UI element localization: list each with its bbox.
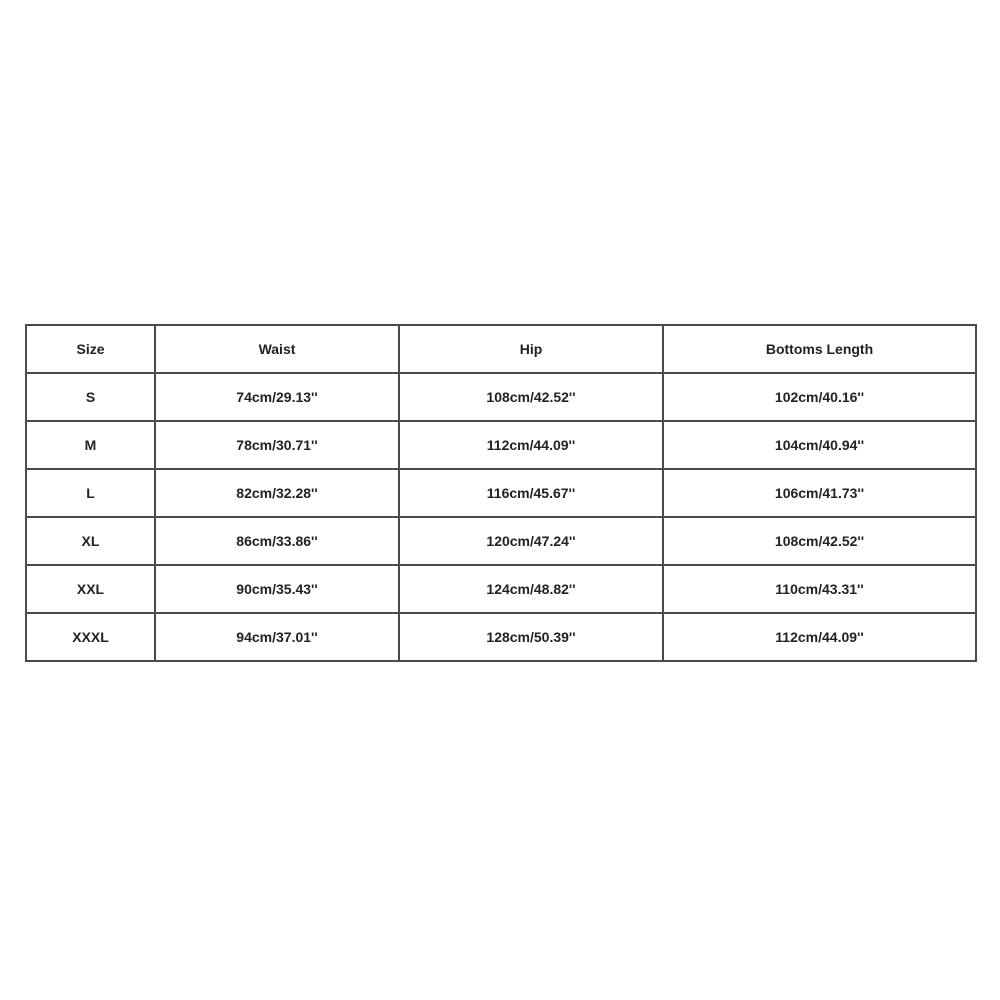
hip-cell: 116cm/45.67'' bbox=[399, 469, 663, 517]
header-bottoms-length: Bottoms Length bbox=[663, 325, 976, 373]
waist-cell: 86cm/33.86'' bbox=[155, 517, 399, 565]
table-row bbox=[26, 469, 976, 517]
waist-cell: 90cm/35.43'' bbox=[155, 565, 399, 613]
header-size: Size bbox=[26, 325, 155, 373]
waist-cell: 78cm/30.71'' bbox=[155, 421, 399, 469]
bottoms-length-cell: 112cm/44.09'' bbox=[663, 613, 976, 661]
waist-cell: 94cm/37.01'' bbox=[155, 613, 399, 661]
hip-cell: 108cm/42.52'' bbox=[399, 373, 663, 421]
size-cell: S bbox=[26, 373, 155, 421]
bottoms-length-cell: 108cm/42.52'' bbox=[663, 517, 976, 565]
hip-cell: 124cm/48.82'' bbox=[399, 565, 663, 613]
size-cell: XXL bbox=[26, 565, 155, 613]
size-cell: XL bbox=[26, 517, 155, 565]
header-hip: Hip bbox=[399, 325, 663, 373]
size-cell: M bbox=[26, 421, 155, 469]
table-row bbox=[26, 613, 976, 661]
hip-cell: 128cm/50.39'' bbox=[399, 613, 663, 661]
waist-cell: 74cm/29.13'' bbox=[155, 373, 399, 421]
bottoms-length-cell: 102cm/40.16'' bbox=[663, 373, 976, 421]
size-cell: XXXL bbox=[26, 613, 155, 661]
hip-cell: 120cm/47.24'' bbox=[399, 517, 663, 565]
bottoms-length-cell: 104cm/40.94'' bbox=[663, 421, 976, 469]
size-cell: L bbox=[26, 469, 155, 517]
table-row bbox=[26, 373, 976, 421]
bottoms-length-cell: 110cm/43.31'' bbox=[663, 565, 976, 613]
header-row bbox=[26, 325, 976, 373]
table-row bbox=[26, 421, 976, 469]
header-waist: Waist bbox=[155, 325, 399, 373]
hip-cell: 112cm/44.09'' bbox=[399, 421, 663, 469]
table-row bbox=[26, 517, 976, 565]
waist-cell: 82cm/32.28'' bbox=[155, 469, 399, 517]
table-row bbox=[26, 565, 976, 613]
bottoms-length-cell: 106cm/41.73'' bbox=[663, 469, 976, 517]
size-chart-table bbox=[25, 324, 977, 662]
